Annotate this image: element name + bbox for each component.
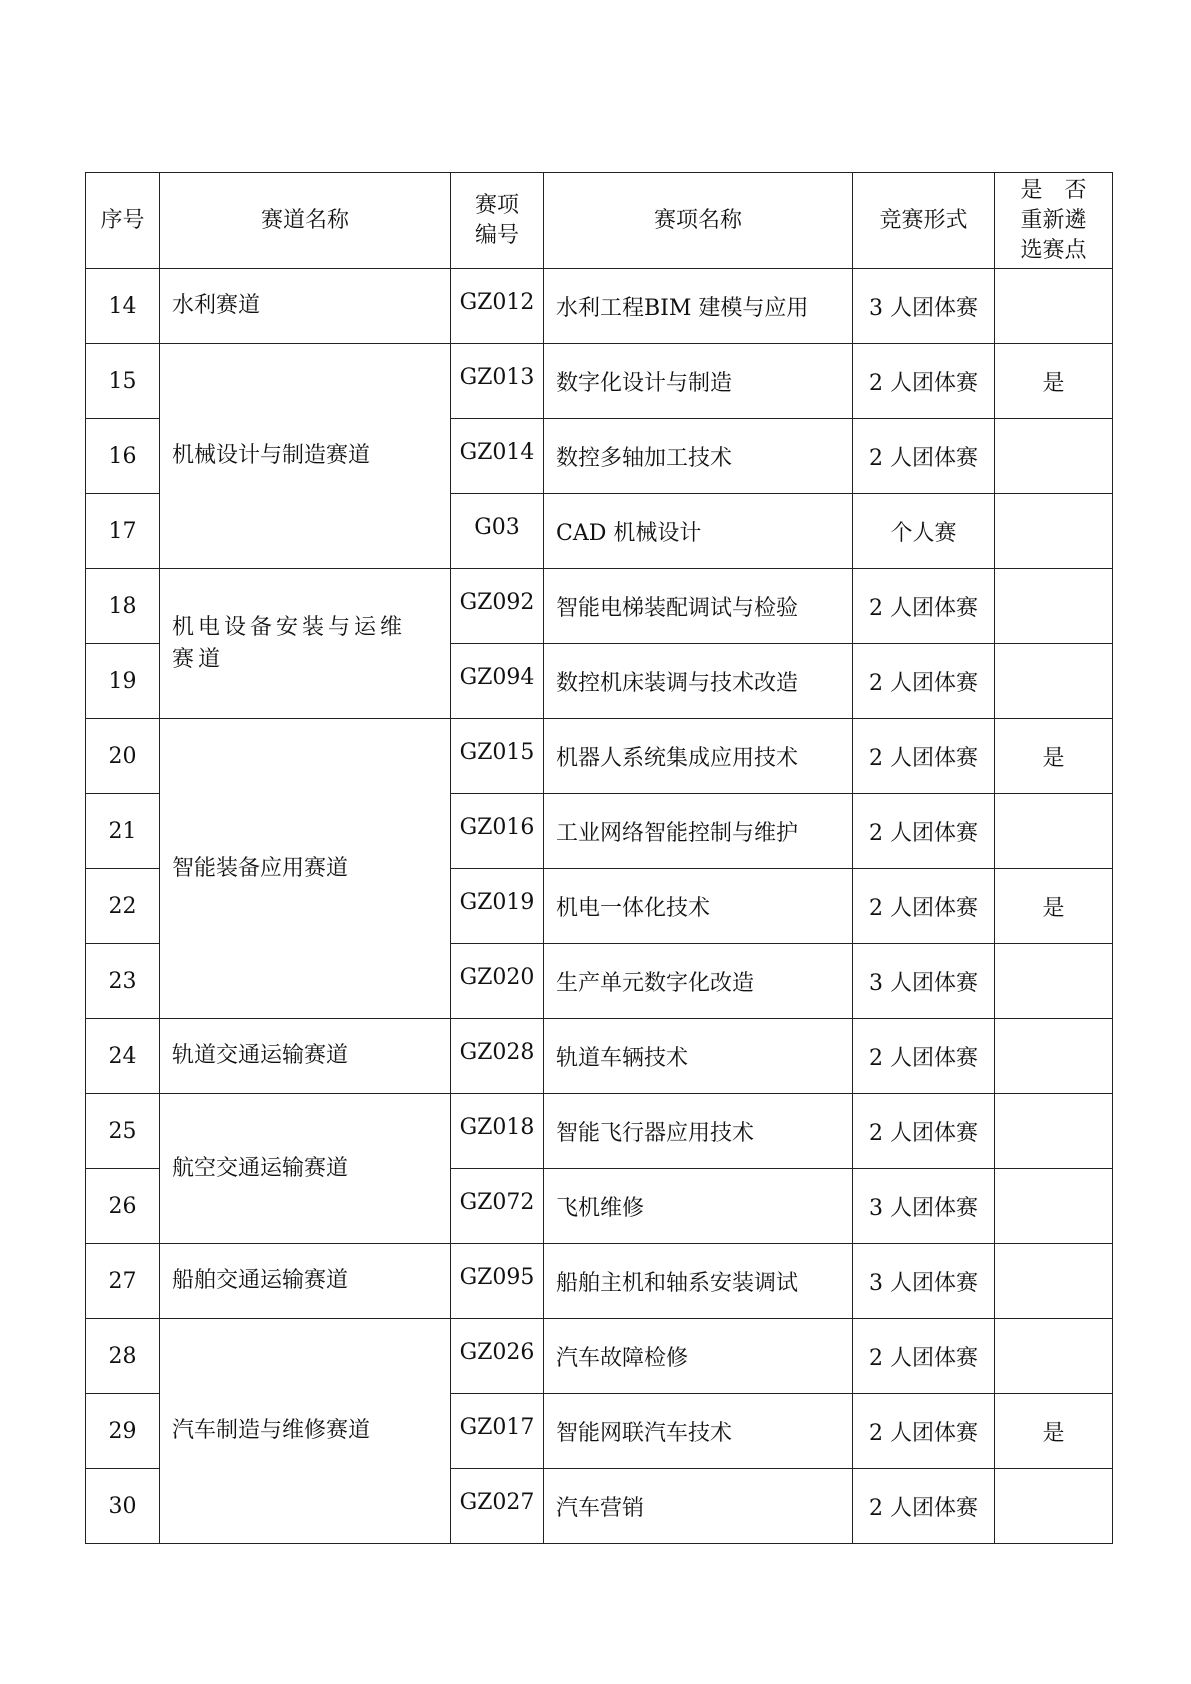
table-row: [86, 1244, 1113, 1319]
cell-reselect: [995, 269, 1113, 344]
cell-code: [451, 1319, 544, 1394]
cell-code: [451, 719, 544, 794]
cell-name: 汽车营销: [544, 1469, 853, 1544]
cell-code-text: GZ017: [459, 1414, 535, 1440]
cell-reselect: 是: [995, 719, 1113, 794]
cell-code-text: GZ012: [459, 289, 535, 315]
cell-form: 2 人团体赛: [853, 419, 995, 494]
cell-track: 机械设计与制造赛道: [160, 344, 451, 569]
cell-code-text: GZ026: [459, 1339, 535, 1365]
cell-form: 2 人团体赛: [853, 869, 995, 944]
table-row: [86, 1094, 1113, 1169]
cell-track: 机电设备安装与运维赛道: [160, 569, 451, 719]
cell-form: 3 人团体赛: [853, 1244, 995, 1319]
cell-name: 船舶主机和轴系安装调试: [544, 1244, 853, 1319]
table-row: [86, 269, 1113, 344]
cell-seq: 18: [86, 569, 160, 644]
cell-seq: 28: [86, 1319, 160, 1394]
cell-name: 数字化设计与制造: [544, 344, 853, 419]
cell-reselect: [995, 1094, 1113, 1169]
cell-reselect: 是: [995, 344, 1113, 419]
cell-seq: 24: [86, 1019, 160, 1094]
header-code: [451, 173, 544, 269]
cell-code: [451, 644, 544, 719]
header-reselect-line3: 选赛点: [1020, 237, 1087, 263]
cell-form: 2 人团体赛: [853, 569, 995, 644]
cell-seq: 25: [86, 1094, 160, 1169]
cell-form: 3 人团体赛: [853, 269, 995, 344]
cell-reselect: 是: [995, 1394, 1113, 1469]
cell-name: 工业网络智能控制与维护: [544, 794, 853, 869]
header-track: 赛道名称: [160, 173, 451, 269]
cell-seq: 23: [86, 944, 160, 1019]
cell-track: 船舶交通运输赛道: [160, 1244, 451, 1319]
header-reselect-line1: 是否: [1020, 177, 1109, 203]
cell-form: 2 人团体赛: [853, 1019, 995, 1094]
cell-code: [451, 1094, 544, 1169]
cell-name: 生产单元数字化改造: [544, 944, 853, 1019]
cell-reselect: [995, 794, 1113, 869]
cell-seq: 21: [86, 794, 160, 869]
table-row: [86, 569, 1113, 644]
cell-seq: 14: [86, 269, 160, 344]
cell-form: 2 人团体赛: [853, 1319, 995, 1394]
competition-table: [85, 172, 1113, 1544]
cell-seq: 16: [86, 419, 160, 494]
table-row: [86, 1019, 1113, 1094]
cell-code-text: GZ072: [459, 1189, 535, 1215]
table-row: [86, 719, 1113, 794]
table-row: [86, 1319, 1113, 1394]
cell-track: 水利赛道: [160, 269, 451, 344]
cell-name: 轨道车辆技术: [544, 1019, 853, 1094]
cell-name: 水利工程BIM 建模与应用: [544, 269, 853, 344]
cell-name: 智能电梯装配调试与检验: [544, 569, 853, 644]
cell-code-text: G03: [474, 514, 520, 540]
cell-code: [451, 494, 544, 569]
cell-code-text: GZ015: [459, 739, 535, 765]
cell-name: 飞机维修: [544, 1169, 853, 1244]
table-row: [86, 344, 1113, 419]
cell-track: 汽车制造与维修赛道: [160, 1319, 451, 1544]
cell-code: [451, 344, 544, 419]
cell-code-text: GZ095: [459, 1264, 535, 1290]
cell-seq: 26: [86, 1169, 160, 1244]
cell-track: 航空交通运输赛道: [160, 1094, 451, 1244]
cell-reselect: [995, 494, 1113, 569]
cell-code-text: GZ018: [459, 1114, 535, 1140]
cell-code: [451, 1394, 544, 1469]
cell-name: 智能飞行器应用技术: [544, 1094, 853, 1169]
cell-code-text: GZ016: [459, 814, 535, 840]
cell-form: 3 人团体赛: [853, 944, 995, 1019]
cell-seq: 20: [86, 719, 160, 794]
cell-reselect: [995, 1469, 1113, 1544]
cell-code-text: GZ013: [459, 364, 535, 390]
cell-reselect: [995, 1019, 1113, 1094]
cell-name: 机电一体化技术: [544, 869, 853, 944]
cell-seq: 29: [86, 1394, 160, 1469]
cell-name: 机器人系统集成应用技术: [544, 719, 853, 794]
cell-seq: 19: [86, 644, 160, 719]
cell-track: 轨道交通运输赛道: [160, 1019, 451, 1094]
header-form: 竞赛形式: [853, 173, 995, 269]
cell-code: [451, 869, 544, 944]
cell-form: 2 人团体赛: [853, 1094, 995, 1169]
cell-code: [451, 419, 544, 494]
header-code-line2: 编号: [474, 222, 519, 248]
header-reselect-line2: 重新遴: [1020, 207, 1087, 233]
cell-code-text: GZ028: [459, 1039, 535, 1065]
cell-code: [451, 569, 544, 644]
cell-seq: 27: [86, 1244, 160, 1319]
cell-name: 数控多轴加工技术: [544, 419, 853, 494]
cell-code: [451, 1169, 544, 1244]
cell-form: 个人赛: [853, 494, 995, 569]
cell-name: 数控机床装调与技术改造: [544, 644, 853, 719]
header-code-line1: 赛项: [474, 192, 519, 218]
cell-code-text: GZ094: [459, 664, 535, 690]
cell-code-text: GZ019: [459, 889, 535, 915]
header-seq: 序号: [86, 173, 160, 269]
cell-code-text: GZ027: [459, 1489, 535, 1515]
cell-seq: 17: [86, 494, 160, 569]
cell-name: 智能网联汽车技术: [544, 1394, 853, 1469]
cell-reselect: [995, 1169, 1113, 1244]
cell-form: 2 人团体赛: [853, 644, 995, 719]
cell-reselect: [995, 569, 1113, 644]
cell-form: 2 人团体赛: [853, 1469, 995, 1544]
cell-code-text: GZ020: [459, 964, 535, 990]
cell-code: [451, 1019, 544, 1094]
cell-seq: 15: [86, 344, 160, 419]
cell-form: 2 人团体赛: [853, 1394, 995, 1469]
cell-reselect: [995, 419, 1113, 494]
cell-reselect: [995, 944, 1113, 1019]
cell-form: 2 人团体赛: [853, 344, 995, 419]
cell-code: [451, 944, 544, 1019]
cell-form: 2 人团体赛: [853, 719, 995, 794]
cell-code: [451, 1469, 544, 1544]
cell-code: [451, 794, 544, 869]
cell-code: [451, 1244, 544, 1319]
header-reselect: [995, 173, 1113, 269]
cell-code-text: GZ092: [459, 589, 535, 615]
cell-code-text: GZ014: [459, 439, 535, 465]
cell-form: 2 人团体赛: [853, 794, 995, 869]
cell-reselect: 是: [995, 869, 1113, 944]
cell-name: CAD 机械设计: [544, 494, 853, 569]
cell-seq: 30: [86, 1469, 160, 1544]
cell-reselect: [995, 1244, 1113, 1319]
cell-reselect: [995, 1319, 1113, 1394]
cell-reselect: [995, 644, 1113, 719]
cell-code: [451, 269, 544, 344]
header-name: 赛项名称: [544, 173, 853, 269]
cell-form: 3 人团体赛: [853, 1169, 995, 1244]
cell-name: 汽车故障检修: [544, 1319, 853, 1394]
table-header-row: [86, 173, 1113, 269]
cell-track: 智能装备应用赛道: [160, 719, 451, 1019]
cell-seq: 22: [86, 869, 160, 944]
